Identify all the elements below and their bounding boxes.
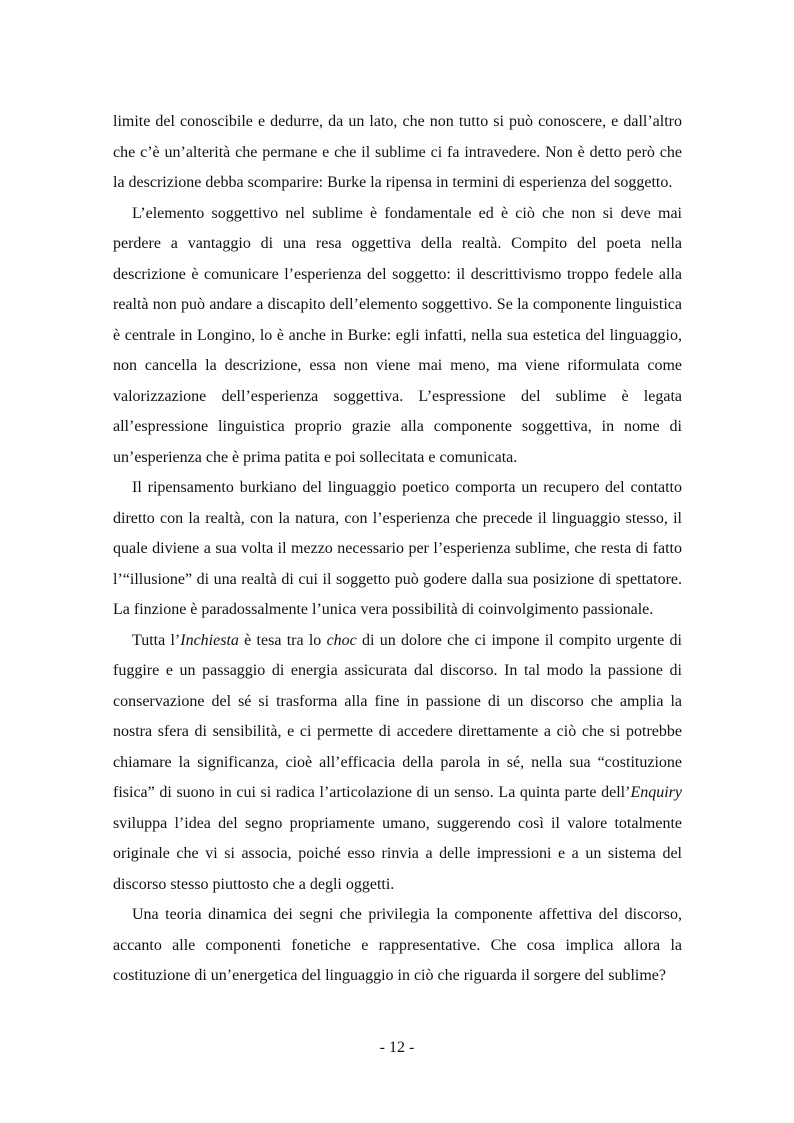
paragraph-5 bbox=[113, 900, 682, 992]
italic-title-enquiry: Enquiry bbox=[630, 784, 682, 801]
document-body bbox=[113, 107, 682, 992]
italic-title-inchiesta: Inchiesta bbox=[180, 631, 239, 649]
paragraph-text: è tesa tra lo bbox=[238, 631, 327, 649]
page-number: - 12 - bbox=[379, 1039, 415, 1056]
paragraph-4 bbox=[113, 626, 682, 901]
paragraph-text: Tutta l’ bbox=[132, 631, 181, 649]
paragraph-1 bbox=[113, 107, 682, 199]
paragraph-2 bbox=[113, 199, 682, 474]
paragraph-text: sviluppa l’idea del segno propriamente umano, suggerendo così il valore totalmente originale che vi si associa, poiché esso rinvia a delle impressioni e a un sistema del discorso stesso piuttosto che a degli oggetti. bbox=[113, 814, 682, 893]
paragraph-text: Il ripensamento burkiano del linguaggio poetico comporta un recupero del contatto diretto con la realtà, con la natura, con l’esperienza che precede il linguaggio stesso, il quale diviene a sua volta il mezzo necessario per l’esperienza sublime, che resta di fatto l’“illusione” di una realtà di cui il soggetto può godere dalla sua posizione di spettatore. La finzione è paradossalmente l’unica vera possibilità di coinvolgimento passionale. bbox=[113, 479, 682, 618]
paragraph-text: di un dolore che ci impone il compito urgente di fuggire e un passaggio di energia assicurata dal discorso. In tal modo la passione di conservazione del sé si trasforma alla fine in passione di un discorso che amplia la nostra sfera di sensibilità, e ci permette di accedere direttamente a ciò che si potrebbe chiamare la significanza, cioè all’efficacia della parola in sé, nella sua “costituzione fisica” di suono in cui si radica l’articolazione di un senso. La quinta parte dell’ bbox=[113, 631, 682, 801]
italic-term-choc: choc bbox=[326, 631, 357, 649]
paragraph-text: L’elemento soggettivo nel sublime è fondamentale ed è ciò che non si deve mai perdere a vantaggio di una resa oggettiva della realtà. Compito del poeta nella descrizione è comunicare l’esperienza del soggetto: il descrittivismo troppo fedele alla realtà non può andare a discapito dell’elemento soggettivo. Se la componente linguistica è centrale in Longino, lo è anche in Burke: egli infatti, nella sua estetica del linguaggio, non cancella la descrizione, essa non viene mai meno, ma viene riformulata come valorizzazione dell’esperienza soggettiva. L’espressione del sublime è legata all’espressione linguistica proprio grazie alla componente soggettiva, in nome di un’esperienza che è prima patita e poi sollecitata e comunicata. bbox=[113, 204, 682, 466]
paragraph-3 bbox=[113, 473, 682, 626]
paragraph-text: Una teoria dinamica dei segni che privilegia la componente affettiva del discorso, accanto alle componenti fonetiche e rappresentative. Che cosa implica allora la costituzione di un’energetica del linguaggio in ciò che riguarda il sorgere del sublime? bbox=[113, 906, 682, 984]
paragraph-text: limite del conoscibile e dedurre, da un lato, che non tutto si può conoscere, e dall’altro che c’è un’alterità che permane e che il sublime ci fa intravedere. Non è detto però che la descrizione debba scomparire: Burke la ripensa in termini di esperienza del soggetto. bbox=[113, 113, 682, 191]
